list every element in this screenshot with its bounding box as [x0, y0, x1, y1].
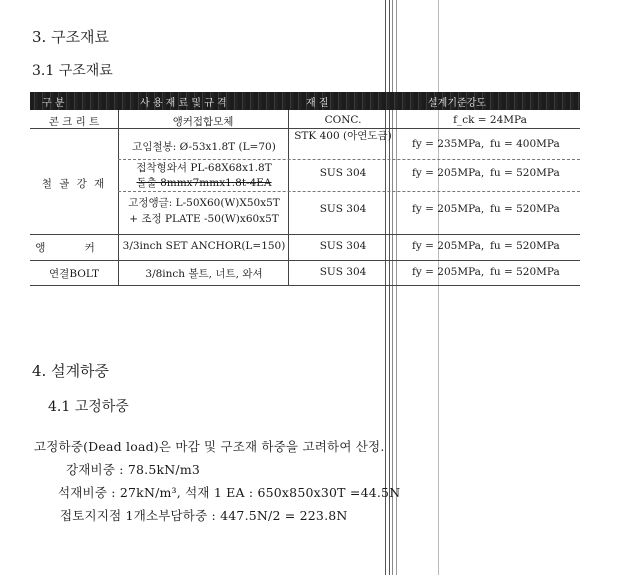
- steel-r1-fu: fu = 400MPa: [490, 138, 560, 150]
- grid-line: [30, 234, 580, 235]
- section-4-1-title: 4.1 고정하중: [48, 399, 129, 415]
- steel-r3-material: SUS 304: [319, 203, 367, 215]
- materials-table: [30, 92, 580, 286]
- steel-r2-fy: fy = 205MPa,: [412, 167, 485, 179]
- anchor-spec: 3/3inch SET ANCHOR(L=150): [122, 240, 286, 252]
- steel-density: 강재비중 : 78.5kN/m3: [66, 462, 201, 477]
- anchor-material: SUS 304: [319, 240, 367, 252]
- header-strength: 설계기준강도: [428, 98, 486, 109]
- header-spec: 사 용 재 료 및 규 격: [140, 98, 227, 109]
- concrete-category: 콘 크 리 트: [48, 116, 100, 128]
- scan-line: [438, 0, 439, 575]
- steel-r2-fu: fu = 520MPa: [490, 167, 560, 179]
- grid-line: [30, 285, 580, 286]
- anchor-category: 앵 커: [35, 242, 113, 254]
- grid-line: [30, 260, 580, 261]
- anchor-fu: fu = 520MPa: [490, 240, 560, 252]
- steel-r2-spec2: 돌출 8mmx7mmx1.8t-4EA: [136, 177, 272, 189]
- steel-r1-spec: 고임철봉: Ø-53x1.8T (L=70): [132, 141, 276, 153]
- concrete-spec: 앵커접합모체: [172, 116, 234, 128]
- steel-r3-spec2: + 조정 PLATE -50(W)x60x5T: [129, 213, 279, 225]
- section-3-1-title: 3.1 구조재료: [32, 63, 113, 79]
- bolt-category: 연결BOLT: [49, 268, 99, 280]
- steel-r3-fy: fy = 205MPa,: [412, 203, 485, 215]
- header-category: 구 분: [42, 98, 65, 109]
- steel-r3-fu: fu = 520MPa: [490, 203, 560, 215]
- concrete-material: CONC.: [324, 114, 362, 126]
- bolt-material: SUS 304: [319, 266, 367, 278]
- stone-density: 석재비중 : 27kN/m³, 석재 1 EA : 650x850x30T =44.5N: [58, 485, 401, 500]
- bolt-spec: 3/8inch 볼트, 너트, 와셔: [145, 268, 263, 280]
- steel-r3-spec: 고정앵글: L-50X60(W)X50x5T: [128, 197, 280, 209]
- section-3-title: 3. 구조재료: [32, 28, 110, 46]
- header-material: 재 질: [306, 98, 329, 109]
- steel-r1-fy: fy = 235MPa,: [412, 138, 485, 150]
- dead-load-intro: 고정하중(Dead load)은 마감 및 구조재 하중을 고려하여 산정.: [34, 439, 385, 454]
- bolt-fu: fu = 520MPa: [490, 266, 560, 278]
- grid-line: [118, 191, 580, 192]
- steel-r2-spec: 접착형와셔 PL-68X68x1.8T: [136, 162, 272, 174]
- anchor-fy: fy = 205MPa,: [412, 240, 485, 252]
- steel-r1-material: STK 400 (아연도금): [294, 130, 392, 142]
- support-load: 접토지지점 1개소부담하중 : 447.5N/2 = 223.8N: [60, 508, 348, 523]
- steel-r2-material: SUS 304: [319, 167, 367, 179]
- table-header: [30, 92, 580, 110]
- bolt-fy: fy = 205MPa,: [412, 266, 485, 278]
- concrete-strength: f_ck = 24MPa: [453, 114, 527, 126]
- section-4-title: 4. 설계하중: [32, 362, 110, 380]
- steel-category: 철 골 강 재: [41, 178, 107, 190]
